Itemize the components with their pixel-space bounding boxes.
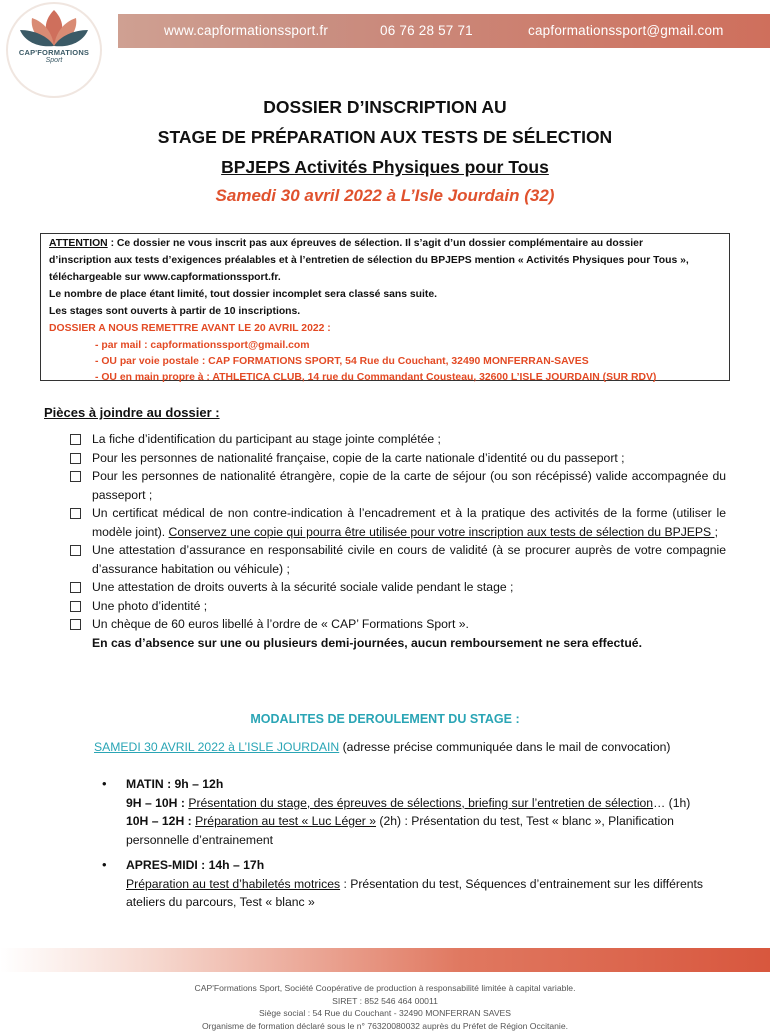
schedule-afternoon: [102, 856, 722, 912]
bullet-icon: •: [102, 857, 107, 872]
checkbox-icon[interactable]: [70, 619, 81, 630]
option-post: - OU par voie postale : CAP FORMATIONS SPORT, 54 Rue du Couchant, 32490 MONFERRAN-SAVES: [95, 356, 589, 367]
checkbox-icon[interactable]: [70, 601, 81, 612]
list-item: Pour les personnes de nationalité française, copie de la carte nationale d’identité ou du passeport ;: [70, 449, 726, 468]
bullet-icon: •: [102, 776, 107, 791]
attention-label: ATTENTION: [49, 238, 108, 249]
afternoon-slot: Préparation au test d’habiletés motrices : Présentation du test, Séquences d’entrainement sur les différents ateliers du parcours, Test « blanc »: [126, 876, 703, 909]
deadline-text: DOSSIER A NOUS REMETTRE AVANT LE 20 AVRIL 2022 :: [49, 323, 331, 334]
session-date-link[interactable]: SAMEDI 30 AVRIL 2022 à L’ISLE JOURDAIN: [94, 740, 340, 754]
doc-title-line2: STAGE DE PRÉPARATION AUX TESTS DE SÉLECTION: [157, 127, 613, 147]
morning-title: MATIN : 9h – 12h: [126, 777, 224, 791]
attention-line1: ATTENTION : Ce dossier ne vous inscrit pas aux épreuves de sélection. Il s’agit d’un dossier complémentaire au dossier: [49, 238, 643, 249]
list-item: Une photo d’identité ;: [70, 597, 726, 616]
footer-line2: SIRET : 852 546 464 00011: [332, 995, 438, 1006]
option-mail: - par mail : capformationssport@gmail.com: [95, 340, 310, 351]
pieces-title: Pièces à joindre au dossier :: [44, 405, 220, 420]
list-item: Une attestation d’assurance en responsabilité civile en cours de validité (à se procurer auprès de votre compagnie d’assurance habitation ou véhicule) ;: [70, 541, 726, 578]
afternoon-title: APRES-MIDI : 14h – 17h: [126, 858, 265, 872]
attention-box: [40, 233, 730, 381]
list-item: Une attestation de droits ouverts à la sécurité sociale valide pendant le stage ;: [70, 578, 726, 597]
option-hand: - OU en main propre à : ATHLETICA CLUB, 14 rue du Commandant Cousteau, 32600 L’ISLE JOURDAIN (SUR RDV): [95, 372, 657, 383]
list-item: La fiche d’identification du participant au stage jointe complétée ;: [70, 430, 726, 449]
footer-bar: [0, 948, 770, 972]
checkbox-icon[interactable]: [70, 582, 81, 593]
pieces-list: [70, 430, 726, 652]
attention-line4: Le nombre de place étant limité, tout dossier incomplet sera classé sans suite.: [49, 289, 438, 300]
lotus-logo-icon: [8, 6, 100, 50]
checkbox-icon[interactable]: [70, 471, 81, 482]
footer-line4: Organisme de formation déclaré sous le n° 76320080032 auprès du Préfet de Région Occitanie.: [201, 1020, 569, 1031]
attention-line5: Les stages sont ouverts à partir de 10 inscriptions.: [49, 306, 301, 317]
doc-title-line3: BPJEPS Activités Physiques pour Tous: [221, 157, 549, 177]
checkbox-icon[interactable]: [70, 545, 81, 556]
footer-line1: CAP'Formations Sport, Société Coopérative de production à responsabilité limitée à capital variable.: [194, 983, 576, 993]
checkbox-icon[interactable]: [70, 434, 81, 445]
schedule-morning: [102, 775, 722, 849]
list-item: Un chèque de 60 euros libellé à l’ordre de « CAP’ Formations Sport ».: [70, 615, 726, 634]
contact-bar: [118, 14, 770, 48]
morning-slot-1: 9H – 10H : Présentation du stage, des épreuves de sélections, briefing sur l’entretien de sélection… (1h): [126, 795, 691, 810]
logo: [8, 4, 100, 96]
doc-title-date: Samedi 30 avril 2022 à L’Isle Jourdain (32): [215, 186, 555, 205]
attention-line3: téléchargeable sur www.capformationssport.fr.: [49, 272, 281, 283]
doc-title-line1: DOSSIER D’INSCRIPTION AU: [263, 97, 507, 117]
logo-brand: CAP'FORMATIONS: [18, 48, 90, 57]
modalites-title: MODALITES DE DEROULEMENT DU STAGE :: [250, 712, 520, 726]
refund-note: En cas d’absence sur une ou plusieurs demi-journées, aucun remboursement ne sera effectué.: [92, 635, 642, 650]
page-footer: [0, 982, 770, 1032]
logo-sub: Sport: [45, 57, 63, 64]
checkbox-icon[interactable]: [70, 453, 81, 464]
attention-line2: d’inscription aux tests d’exigences préalables et à l’entretien de sélection du BPJEPS mention « Activités Physiques pour Tous »,: [49, 255, 689, 266]
checkbox-icon[interactable]: [70, 508, 81, 519]
footer-line3: Siège social : 54 Rue du Couchant - 32490 MONFERRAN SAVES: [258, 1008, 512, 1019]
session-date: SAMEDI 30 AVRIL 2022 à L’ISLE JOURDAIN (adresse précise communiquée dans le mail de convocation): [94, 740, 671, 754]
email-link[interactable]: capformationssport@gmail.com: [528, 23, 724, 38]
website-link[interactable]: www.capformationssport.fr: [164, 23, 329, 38]
phone-number: 06 76 28 57 71: [380, 23, 473, 38]
list-item: Un certificat médical de non contre-indication à l’encadrement et à la pratique des activités de la forme (utiliser le modèle joint). Conservez une copie qui pourra être utilisée pour votre inscription aux tests de sélection du BPJEPS ;: [70, 504, 726, 541]
list-item: Pour les personnes de nationalité étrangère, copie de la carte de séjour (ou son récépissé) valide accompagnée du passeport ;: [70, 467, 726, 504]
morning-slot-2: 10H – 12H : Préparation au test « Luc Léger » (2h) : Présentation du test, Test « blanc », Planification personnelle d’entrainement: [126, 814, 674, 847]
